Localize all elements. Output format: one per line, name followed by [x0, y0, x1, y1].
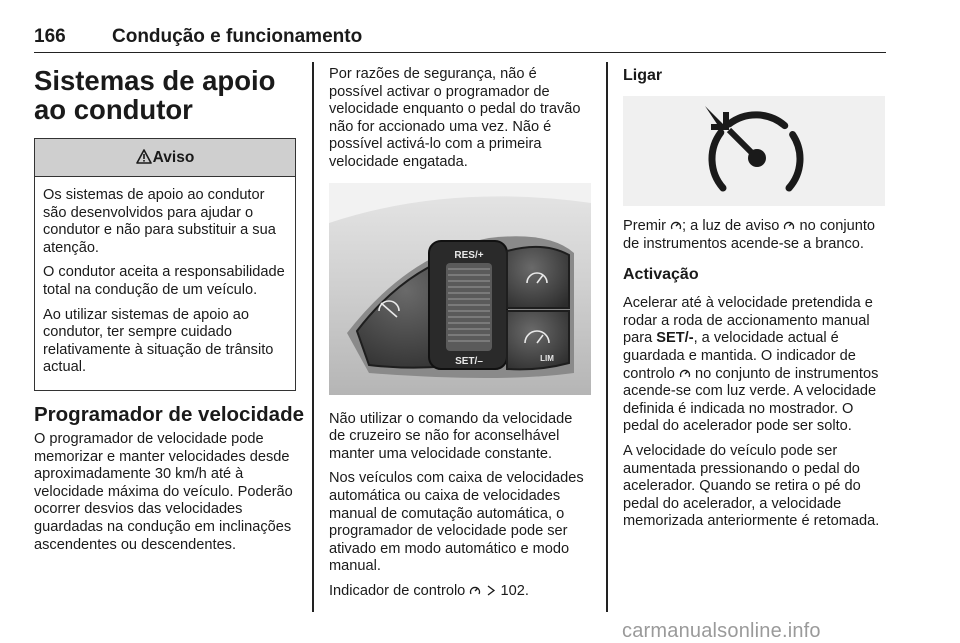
subheading-activacao: Activação — [623, 266, 699, 284]
page-number: 166 — [34, 26, 66, 47]
warning-header — [35, 139, 295, 177]
warning-paragraph: O condutor aceita a responsabilidade total na condução de um veículo. — [43, 264, 285, 298]
cruise-control-icon — [670, 220, 682, 231]
cruise-control-icon — [783, 220, 795, 231]
paragraph: Nos veículos com caixa de velocidades automática ou caixa de velocidades manual de comutação automática, o programador de velocidade pode ser ativado em modo automático e modo manual. — [329, 470, 584, 575]
reference-arrow-icon — [485, 585, 496, 596]
warning-box — [34, 138, 296, 391]
warning-paragraph: Ao utilizar sistemas de apoio ao condutor, ter sempre cuidado relativamente à situação de trânsito actual. — [43, 306, 274, 376]
column-1 — [34, 65, 305, 561]
column-divider — [606, 62, 608, 612]
paragraph: Por razões de segurança, não é possível activar o programador de velocidade enquanto o pedal do travão não for accionado uma vez. Não é possível activá-lo com a primeira velocidade engatada. — [329, 66, 581, 170]
paragraph: Indicador de controlo 102. — [329, 582, 529, 599]
warning-body — [35, 177, 295, 390]
watermark: carmanualsonline.info — [622, 620, 821, 642]
steering-wheel-controls-photo — [329, 183, 591, 395]
cruise-control-icon — [469, 585, 481, 596]
res-label: RES/+ — [454, 249, 484, 261]
cruise-control-icon — [679, 368, 691, 379]
paragraph: Não utilizar o comando da velocidade de cruzeiro se não for aconselhável manter uma velocidade constante. — [329, 410, 573, 462]
header-title: Condução e funcionamento — [112, 26, 363, 47]
warning-title: Aviso — [152, 149, 195, 166]
paragraph: O programador de velocidade pode memorizar e manter velocidades desde aproximadamente 30 km/h até à velocidade máxima do veículo. Poderão ocorrer desvios das velocidades guardadas na condução em inclinações ascendentes ou descendentes. — [34, 430, 293, 553]
paragraph: Premir ; a luz de aviso no conjunto de instrumentos acende-se a branco. — [623, 218, 875, 252]
paragraph: Acelerar até à velocidade pretendida e rodar a roda de accionamento manual para SET/-, a velocidade actual é guardada e mantida. O indicador de controlo no conjunto de instrumentos acende-se com luz verde. A velocidade definida é indicada no mostrador. O pedal do acelerador pode ser solto. — [623, 295, 879, 435]
column-2 — [329, 66, 591, 608]
warning-triangle-icon — [136, 149, 152, 164]
paragraph: A velocidade do veículo pode ser aumentada pressionando o pedal do acelerador. Quando se retira o pé do pedal do acelerador, a velocidade memorizada anteriormente é retomada. — [623, 442, 880, 530]
subheading-ligar: Ligar — [623, 67, 663, 84]
cruise-control-button-icon — [623, 96, 885, 206]
warning-paragraph: Os sistemas de apoio ao condutor são desenvolvidos para ajudar o condutor e não para substituir a sua atenção. — [43, 187, 276, 256]
column-3 — [623, 66, 887, 538]
section-title: Sistemas de apoio ao condutor — [34, 65, 276, 125]
column-divider — [312, 62, 314, 612]
lim-label: LIM — [540, 353, 554, 363]
set-label: SET/– — [455, 355, 483, 367]
page-header — [34, 22, 886, 53]
subsection-title: Programador de velocidade — [34, 402, 305, 426]
